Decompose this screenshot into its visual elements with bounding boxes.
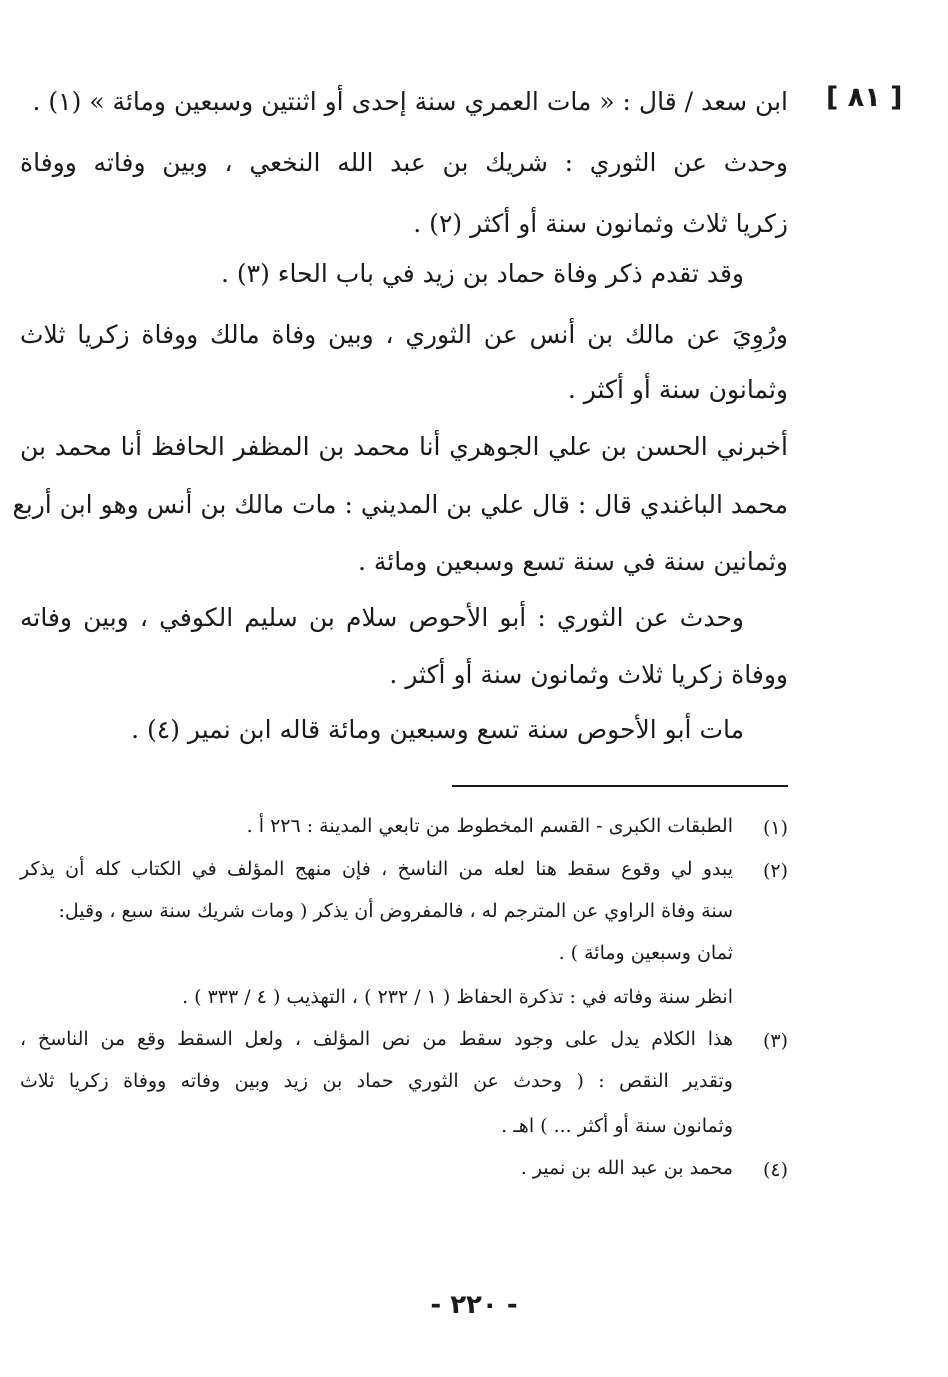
body-line-12: مات أبو الأحوص سنة تسع وسبعين ومائة قاله ابن نمير (٤) . [131, 715, 744, 744]
body-line-10: وحدث عن الثوري : أبو الأحوص سلام بن سليم الكوفي ، وبين وفاته [20, 603, 744, 632]
footnote-line-6: هذا الكلام يدل على وجود سقط من نص المؤلف ، ولعل السقط وقع من الناسخ ، [20, 1028, 733, 1050]
footnote-number-1: (١) [762, 817, 788, 839]
body-line-3: زكريا ثلاث وثمانون سنة أو أكثر (٢) . [413, 209, 788, 238]
body-line-11: ووفاة زكريا ثلاث وثمانون سنة أو أكثر . [389, 660, 788, 689]
footnote-line-3: سنة وفاة الراوي عن المترجم له ، فالمفروض أن يذكر ( ومات شريك سنة سبع ، وقيل: [58, 900, 733, 922]
body-line-2: وحدث عن الثوري : شريك بن عبد الله النخعي ، وبين وفاته ووفاة [20, 148, 788, 177]
body-line-4: وقد تقدم ذكر وفاة حماد بن زيد في باب الحاء (٣) . [220, 259, 744, 288]
body-line-9: وثمانين سنة في سنة تسع وسبعين ومائة . [358, 547, 788, 576]
body-line-8: محمد الباغندي قال : قال علي بن المديني : مات مالك بن أنس وهو ابن أربع [12, 490, 788, 519]
body-line-6: وثمانون سنة أو أكثر . [567, 375, 788, 404]
footnote-line-2: يبدو لي وقوع سقط هنا لعله من الناسخ ، فإن منهج المؤلف في الكتاب كله أن يذكر [20, 858, 733, 880]
body-line-7: أخبرني الحسن بن علي الجوهري أنا محمد بن المظفر الحافظ أنا محمد بن [20, 432, 788, 461]
footnote-line-9: محمد بن عبد الله بن نمير . [520, 1157, 733, 1179]
page-number: - ٢٢٠ - [430, 1290, 518, 1320]
footnote-line-4: ثمان وسبعين ومائة ) . [558, 942, 733, 964]
body-line-1: ابن سعد / قال : « مات العمري سنة إحدى أو اثنتين وسبعين ومائة » (١) . [32, 87, 788, 116]
footnote-line-5: انظر سنة وفاته في : تذكرة الحفاظ ( ١ / ٢٣٢ ) ، التهذيب ( ٤ / ٣٣٣ ) . [182, 986, 733, 1008]
footnote-line-8: وثمانون سنة أو أكثر ... ) اهـ . [501, 1115, 733, 1137]
footnote-separator [452, 785, 788, 787]
footnote-line-7: وتقدير النقص : ( وحدث عن الثوري حماد بن زيد وبين وفاته ووفاة زكريا ثلاث [20, 1070, 733, 1092]
body-line-5: ورُوِيَ عن مالك بن أنس عن الثوري ، وبين وفاة مالك ووفاة زكريا ثلاث [20, 320, 788, 349]
footnote-number-4: (٤) [762, 1159, 788, 1181]
footnote-line-1: الطبقات الكبرى - القسم المخطوط من تابعي المدينة : ٢٢٦ أ . [246, 815, 733, 837]
footnote-number-2: (٢) [762, 860, 788, 882]
footnote-number-3: (٣) [762, 1030, 788, 1052]
entry-number: [ ٨١ ] [826, 82, 903, 113]
